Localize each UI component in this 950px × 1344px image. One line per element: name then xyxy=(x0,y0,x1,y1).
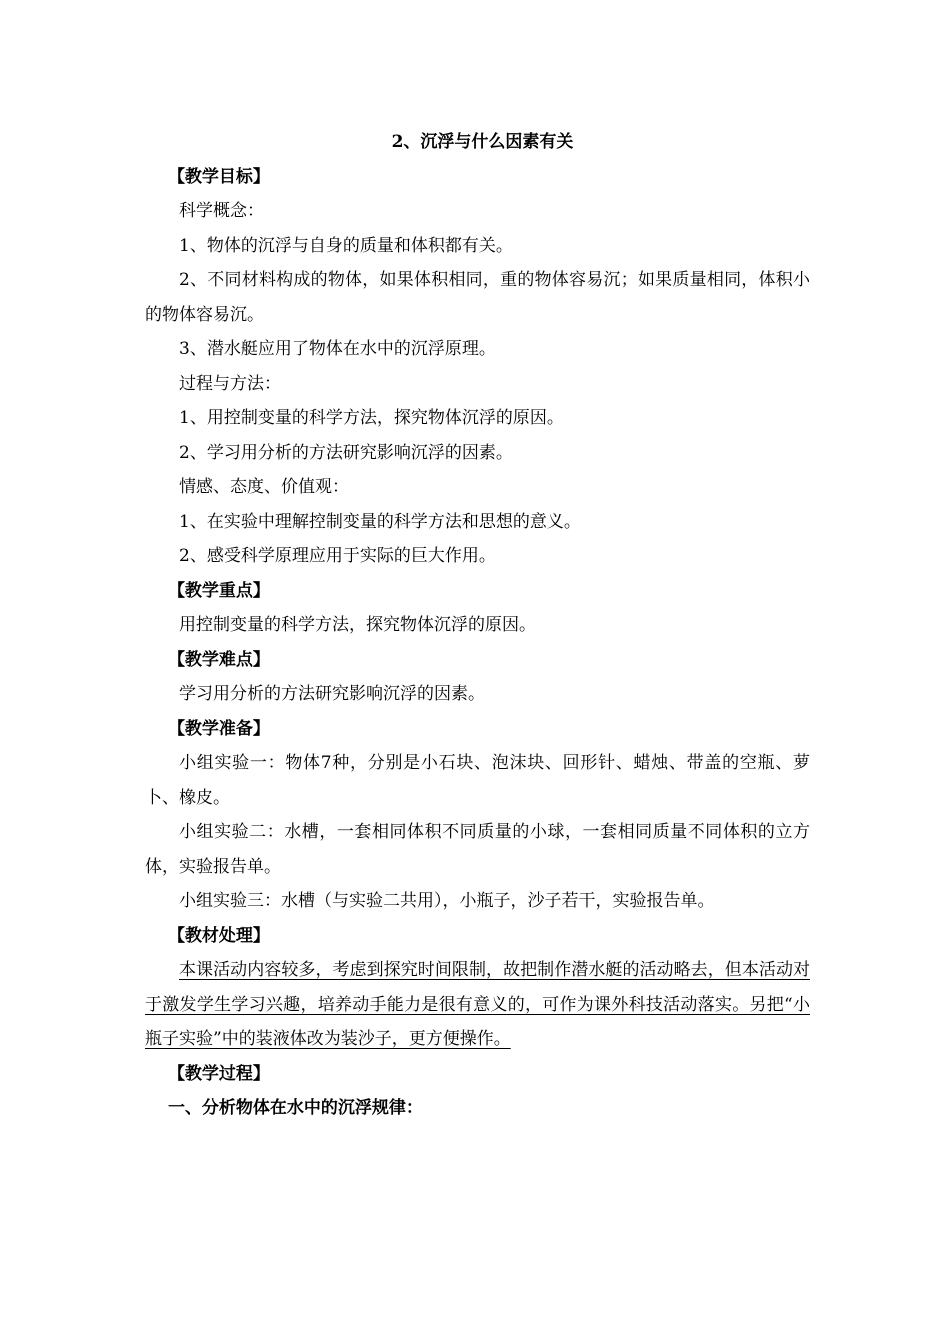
process-label: 过程与方法： xyxy=(179,373,281,394)
focus-text: 用控制变量的科学方法，探究物体沉浮的原因。 xyxy=(179,615,536,635)
concept-item: 2、不同材料构成的物体，如果体积相同，重的物体容易沉；如果质量相同，体积小的物体容易沉。 xyxy=(145,270,810,325)
process-item: 1、用控制变量的科学方法，探究物体沉浮的原因。 xyxy=(179,408,564,428)
process-heading: 【教学过程】 xyxy=(167,1063,270,1084)
concept-item: 3、潜水艇应用了物体在水中的沉浮原理。 xyxy=(179,339,496,359)
goals-heading: 【教学目标】 xyxy=(167,166,270,187)
attitude-label: 情感、态度、价值观： xyxy=(179,477,349,497)
difficulty-heading: 【教学难点】 xyxy=(167,649,270,670)
concept-label: 科学概念： xyxy=(179,201,264,221)
focus-heading: 【教学重点】 xyxy=(167,580,270,601)
material-text xyxy=(145,953,810,1057)
prep-item: 小组实验一：物体7种，分别是小石块、泡沫块、回形针、蜡烛、带盖的空瓶、萝卜、橡皮。 xyxy=(145,753,810,808)
page-title: 2、沉浮与什么因素有关 xyxy=(391,132,574,152)
document-body xyxy=(145,125,810,1126)
process-step-1: 一、分析物体在水中的沉浮规律： xyxy=(167,1098,423,1118)
prep-heading: 【教学准备】 xyxy=(167,718,270,739)
difficulty-text: 学习用分析的方法研究影响沉浮的因素。 xyxy=(179,684,485,704)
material-heading: 【教材处理】 xyxy=(167,925,270,946)
attitude-item: 2、感受科学原理应用于实际的巨大作用。 xyxy=(179,546,496,566)
material-text-underlined: 本课活动内容较多，考虑到探究时间限制，故把制作潜水艇的活动略去，但本活动对于激发学生学习兴趣，培养动手能力是很有意义的，可作为课外科技活动落实。另把“小瓶子实验”中的装液体改为装沙子，更方便操作。 xyxy=(145,960,810,1049)
concept-item: 1、物体的沉浮与自身的质量和体积都有关。 xyxy=(179,235,513,256)
process-item: 2、学习用分析的方法研究影响沉浮的因素。 xyxy=(179,442,513,463)
prep-item: 小组实验三：水槽（与实验二共用），小瓶子，沙子若干，实验报告单。 xyxy=(179,891,715,911)
attitude-item: 1、在实验中理解控制变量的科学方法和思想的意义。 xyxy=(179,511,581,532)
prep-item: 小组实验二：水槽，一套相同体积不同质量的小球，一套相同质量不同体积的立方体，实验报告单。 xyxy=(145,822,810,877)
